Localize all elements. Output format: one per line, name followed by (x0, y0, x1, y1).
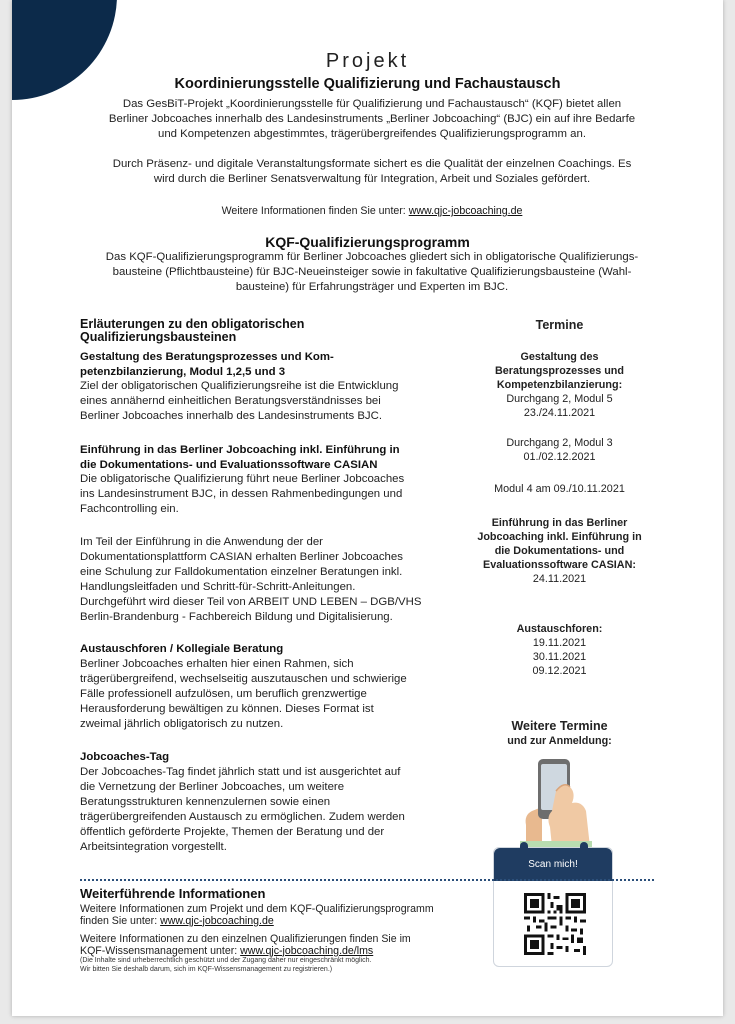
body-line: Im Teil der Einführung in die Anwendung der der (80, 536, 323, 548)
section-title: Jobcoaches-Tag (80, 751, 170, 763)
qr-card[interactable] (493, 847, 613, 967)
body-line: Berliner Jobcoaches erhalten hier einen Rahmen, sich (80, 657, 354, 670)
heading-line: Qualifizierungsbausteinen (80, 330, 237, 344)
explanations-heading (80, 318, 460, 344)
note-line: (Die Inhalte sind urheberrechtlich geschützt und der Zugang daher nur eingeschränkt möglich. (80, 957, 372, 964)
body-line: Durchgeführt wird dieser Teil von ARBEIT UND LEBEN – DGB/VHS (80, 596, 422, 608)
body-line: Fälle professionell aufzulösen, um beruflich grenzwertige (80, 687, 367, 700)
body-line: ins Landesinstrument BJC, in dessen Rahmenbedingungen und (80, 488, 403, 500)
body-line: Dokumentationsplattform CASIAN erhalten Berliner Jobcoaches (80, 551, 403, 563)
intro-line: Durch Präsenz- und digitale Veranstaltungsformate sichert es die Qualität der einzelnen Coachings. Es (112, 158, 632, 170)
termin-date: 24.11.2021 (532, 573, 587, 585)
further-info-project (80, 904, 490, 927)
weitere-termine-title: Weitere Termine (511, 719, 608, 733)
section-austauschforen (80, 642, 460, 732)
termin-title: Jobcoaching inkl. Einführung in (477, 531, 642, 543)
termin-title: Einführung in das Berliner (491, 517, 628, 529)
program-line: bausteine (Pflichtbausteine) für BJC-Neueinsteiger sowie in fakultative Qualifizierungsbausteine (Wahl- (112, 266, 632, 278)
section-jobcoaches-tag (80, 750, 460, 855)
body-line: Arbeitsintegration vorgestellt. (80, 840, 227, 853)
further-info-title: Weiterführende Informationen (80, 886, 266, 901)
body-line: Der Jobcoaches-Tag findet jährlich statt und ist ausgerichtet auf (80, 765, 401, 778)
heading-line: Erläuterungen zu den obligatorischen (80, 317, 305, 331)
section-divider (80, 879, 654, 881)
more-info-prefix: Weitere Informationen finden Sie unter: (221, 205, 406, 217)
body-line: die Vernetzung der Berliner Jobcoaches, um weitere (80, 780, 345, 793)
section-title: Gestaltung des Beratungsprozesses und Kom- (80, 351, 334, 363)
section-title: Austauschforen / Kollegiale Beratung (80, 643, 284, 655)
program-title: KQF-Qualifizierungsprogramm (265, 234, 470, 250)
section-title: petenzbilanzierung, Modul 1,2,5 und 3 (80, 365, 286, 378)
intro-line: Berliner Jobcoaches innerhalb des Landesinstruments „Berliner Jobcoaching“ (BJC) ein auf ihre Bedarfe (108, 113, 636, 125)
body-line: Fachcontrolling ein. (80, 503, 179, 515)
body-line: Die obligatorische Qualifizierung führt neue Berliner Jobcoaches (80, 473, 405, 485)
body-line: zweimal jährlich obligatorisch zu nutzen. (80, 717, 284, 730)
termine-title: Termine (535, 318, 584, 332)
body-line: Berliner Jobcoaches innerhalb des Landesinstruments BJC. (80, 410, 383, 422)
program-line: Das KQF-Qualifizierungsprogramm für Berliner Jobcoaches gliedert sich in obligatorische Qualifizierungs- (105, 251, 639, 263)
body-line: trägerübergreifend, wechselseitig auszutauschen und schwierige (80, 672, 407, 685)
copyright-note (80, 957, 480, 974)
more-info-line (92, 204, 652, 219)
termin-modul4: Modul 4 am 09./10.11.2021 (494, 483, 625, 495)
weitere-termine-sub: und zur Anmeldung: (507, 735, 612, 747)
body-line: Herausforderung bewältigen zu können. Dieses Format ist (80, 702, 374, 715)
termin-title: Kompetenzbilanzierung: (496, 379, 623, 391)
document-page (12, 0, 723, 1016)
intro-line: wird durch die Berliner Senatsverwaltung für Integration, Arbeit und Soziales gefördert. (153, 173, 591, 185)
intro-paragraph-2 (92, 157, 652, 187)
section-title: die Dokumentations- und Evaluationssoftware CASIAN (80, 458, 378, 471)
termin-einfuehrung (477, 516, 642, 586)
further-info-lms (80, 934, 490, 957)
body-line: trägerübergreifenden Austausch zu ermöglichen. Zudem werden (80, 810, 405, 823)
website-link[interactable]: www.qjc-jobcoaching.de (160, 914, 274, 927)
body-line: eines annähernd einheitlichen Beratungsverständnisses bei (80, 395, 381, 407)
termin-austauschforen (477, 622, 642, 678)
termin-line: Durchgang 2, Modul 3 (506, 437, 613, 449)
termin-date: 09.12.2021 (532, 665, 587, 677)
section-beratungsprozess (80, 350, 460, 424)
phone-in-hand-icon (512, 755, 598, 847)
project-label: Projekt (325, 50, 410, 72)
termin-title: Gestaltung des (520, 351, 599, 363)
weitere-termine (477, 718, 642, 748)
page-title: Koordinierungsstelle Qualifizierung und Fachaustausch (174, 76, 561, 92)
note-line: Wir bitten Sie deshalb darum, sich im KQF-Wissensmanagement zu registrieren.) (80, 965, 333, 973)
link-prefix: KQF-Wissensmanagement unter: (80, 944, 238, 957)
intro-line: und Kompetenzen abgestimmtes, trägerübergreifendes Qualifizierungsprogramm an. (157, 128, 586, 140)
body-line: eine Schulung zur Falldokumentation einzelner Beratungen inkl. (80, 566, 403, 578)
body-line: Ziel der obligatorischen Qualifizierungsreihe ist die Entwicklung (80, 380, 399, 392)
termin-date: 23./24.11.2021 (523, 407, 596, 419)
body-line: Beratungsstrukturen kennenzulernen sowie einen (80, 795, 331, 808)
termine-heading (477, 318, 642, 332)
body-line: öffentlich geförderte Projekte, Themen der Beratung und der (80, 825, 385, 838)
termin-modul3 (477, 436, 642, 464)
qr-code-icon[interactable] (524, 893, 586, 955)
body-line: Weitere Informationen zum Projekt und dem KQF-Qualifizierungsprogramm (80, 903, 434, 915)
intro-line: Das GesBiT-Projekt „Koordinierungsstelle für Qualifizierung und Fachaustausch“ (KQF) bietet allen (122, 98, 622, 110)
termin-date: 30.11.2021 (532, 651, 587, 663)
section-einfuehrung (80, 443, 460, 517)
termin-date: 19.11.2021 (532, 637, 587, 649)
termin-title: Austauschforen: (516, 623, 603, 635)
program-line: bausteine) für Erfahrungsträger und Experten im BJC. (235, 281, 509, 293)
section-casian (80, 535, 460, 625)
body-line: Weitere Informationen zu den einzelnen Qualifizierungen finden Sie im (80, 933, 411, 945)
lms-link[interactable]: www.qjc-jobcoaching.de/lms (240, 944, 374, 957)
website-link[interactable]: www.qjc-jobcoaching.de (408, 205, 523, 217)
termin-title: Beratungsprozesses und (495, 365, 624, 377)
termin-date: 01./02.12.2021 (523, 451, 596, 463)
termin-title: Evaluationssoftware CASIAN: (483, 559, 636, 571)
termin-beratungsprozess (477, 350, 642, 420)
intro-paragraph (92, 97, 652, 142)
section-title: Einführung in das Berliner Jobcoaching inkl. Einführung in (80, 444, 400, 456)
program-paragraph (92, 250, 652, 295)
termin-line: Durchgang 2, Modul 5 (506, 393, 613, 405)
link-prefix: finden Sie unter: (80, 914, 158, 927)
termin-title: die Dokumentations- und (494, 545, 625, 557)
body-line: Berlin-Brandenburg - Fachbereich Bildung und Digitalisierung. (80, 611, 393, 623)
scan-label: Scan mich! (494, 848, 612, 881)
body-line: Handlungsleitfaden und Schritt-für-Schritt-Anleitungen. (80, 581, 356, 593)
